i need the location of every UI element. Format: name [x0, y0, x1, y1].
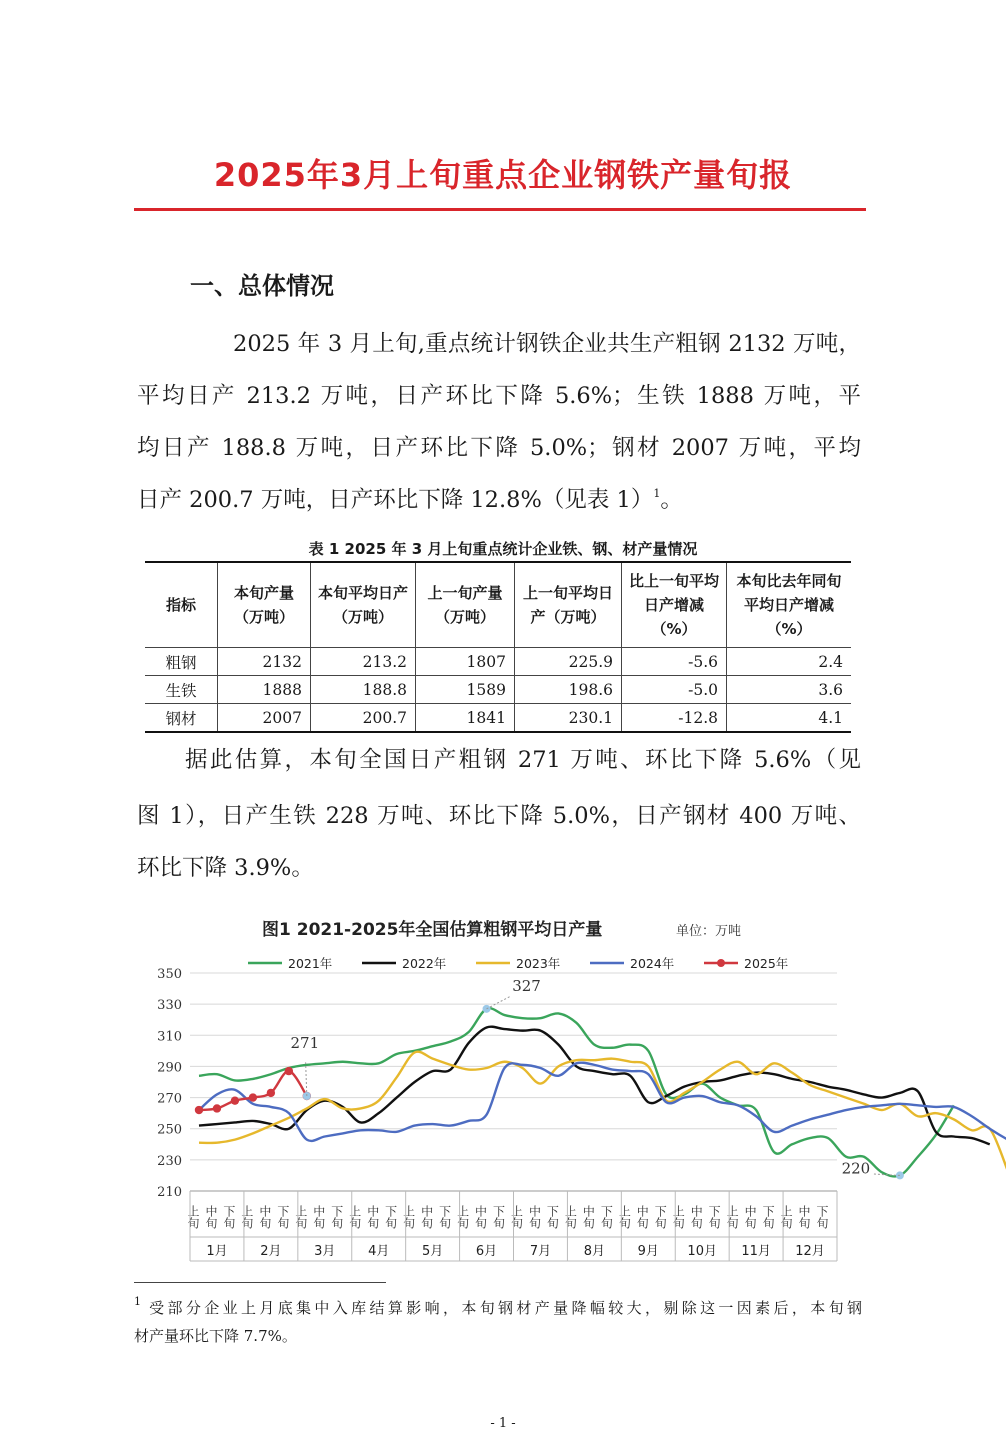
series-point: [267, 1089, 275, 1097]
table-cell: 生铁: [145, 676, 218, 704]
month-label: 7月: [529, 1244, 552, 1259]
x-tick-label: 中旬: [689, 1205, 704, 1229]
month-label: 6月: [475, 1244, 498, 1259]
table-cell: 钢材: [145, 704, 218, 733]
table-header: 本旬产量（万吨）: [218, 562, 311, 648]
paragraph-2-line: 环比下降 3.9%。: [137, 855, 314, 881]
y-tick-label: 210: [157, 1185, 182, 1200]
x-tick-label: 中旬: [473, 1205, 488, 1229]
paragraph-2-line: 图 1），日产生铁 228 万吨、环比下降 5.0%，日产钢材 400 万吨、: [137, 803, 861, 829]
x-tick-label: 中旬: [203, 1205, 218, 1229]
legend-label: 2024年: [630, 956, 675, 971]
paragraph-1-line-last: [137, 474, 861, 526]
table-cell: 188.8: [311, 676, 416, 704]
month-label: 4月: [368, 1244, 390, 1259]
x-tick-label: 上旬: [671, 1205, 686, 1229]
series-point: [213, 1104, 221, 1112]
x-tick-label: 中旬: [635, 1205, 650, 1229]
table-header: 指标: [145, 562, 218, 648]
series-point: [249, 1093, 257, 1101]
table-cell: 1807: [416, 648, 515, 676]
table-row: [145, 704, 851, 733]
series-line: [199, 1063, 1006, 1149]
table-cell: 粗钢: [145, 648, 218, 676]
x-tick-label: 上旬: [509, 1205, 524, 1229]
table-cell: 200.7: [311, 704, 416, 733]
month-label: 3月: [314, 1244, 336, 1259]
table-cell: -5.0: [622, 676, 727, 704]
x-tick-label: 下旬: [491, 1205, 506, 1229]
x-tick-label: 下旬: [275, 1205, 290, 1229]
y-tick-label: 330: [157, 998, 182, 1014]
footnote: [134, 1294, 862, 1350]
footnote-line: [134, 1294, 862, 1322]
series-point: [231, 1096, 239, 1104]
y-tick-label: 310: [157, 1029, 182, 1045]
y-tick-label: 250: [157, 1122, 182, 1138]
footnote-rule: [134, 1282, 386, 1283]
page-number: - 1 -: [490, 1416, 516, 1431]
y-tick-label: 290: [157, 1060, 182, 1076]
paragraph-1-end: 。: [660, 487, 683, 513]
x-tick-label: 中旬: [311, 1205, 326, 1229]
table-cell: 3.6: [727, 676, 852, 704]
x-tick-label: 上旬: [563, 1205, 578, 1229]
x-tick-label: 上旬: [617, 1205, 632, 1229]
x-tick-label: 下旬: [653, 1205, 668, 1229]
table-header: 本旬平均日产（万吨）: [311, 562, 416, 648]
x-tick-label: 中旬: [527, 1205, 542, 1229]
legend-label: 2023年: [516, 956, 561, 971]
x-tick-label: 上旬: [401, 1205, 416, 1229]
x-tick-label: 中旬: [257, 1205, 272, 1229]
series-point: [195, 1106, 203, 1114]
month-label: 9月: [637, 1244, 659, 1259]
month-label: 2月: [260, 1244, 282, 1259]
table-cell: 213.2: [311, 648, 416, 676]
series-point: [285, 1067, 293, 1075]
legend-label: 2025年: [744, 956, 789, 971]
x-tick-label: 中旬: [365, 1205, 380, 1229]
paragraph-1-line: 2025 年 3 月上旬,重点统计钢铁企业共生产粗钢 2132 万吨，: [233, 331, 861, 357]
x-tick-label: 下旬: [707, 1205, 722, 1229]
table-cell: -12.8: [622, 704, 727, 733]
x-tick-label: 中旬: [743, 1205, 758, 1229]
month-label: 8月: [583, 1244, 606, 1259]
table-cell: 2.4: [727, 648, 852, 676]
x-tick-label: 上旬: [293, 1205, 308, 1229]
table-row: [145, 648, 851, 676]
paragraph-1-text: 日产 200.7 万吨，日产环比下降 12.8%（见表 1）: [137, 487, 654, 513]
table-header: 上一旬产量（万吨）: [416, 562, 515, 648]
legend-marker: [717, 959, 725, 967]
footnote-marker: 1: [134, 1295, 141, 1308]
table-cell: 2007: [218, 704, 311, 733]
x-tick-label: 上旬: [779, 1205, 794, 1229]
month-label: 12月: [795, 1244, 825, 1259]
x-tick-label: 中旬: [797, 1205, 812, 1229]
x-tick-label: 下旬: [545, 1205, 560, 1229]
x-tick-label: 中旬: [581, 1205, 596, 1229]
x-tick-label: 下旬: [815, 1205, 830, 1229]
x-tick-label: 下旬: [437, 1205, 452, 1229]
table-header: 上一旬平均日产（万吨）: [515, 562, 622, 648]
title-rule: [134, 208, 866, 211]
annotation-marker: [896, 1171, 904, 1179]
x-tick-label: 中旬: [419, 1205, 434, 1229]
annotation-label: 271: [290, 1034, 320, 1053]
page-title: 2025年3月上旬重点企业钢铁产量旬报: [213, 156, 793, 194]
section-heading: 一、总体情况: [190, 272, 334, 300]
x-tick-label: 上旬: [239, 1205, 254, 1229]
table-cell: 225.9: [515, 648, 622, 676]
chart-unit: 单位：万吨: [676, 924, 742, 939]
annotation-leader: [306, 1062, 307, 1096]
month-label: 11月: [741, 1244, 771, 1259]
paragraph-1-line: 均日产 188.8 万吨，日产环比下降 5.0%；钢材 2007 万吨，平均: [137, 435, 861, 461]
series-line: [199, 1052, 1006, 1171]
table-cell: 1841: [416, 704, 515, 733]
steel-output-chart: [140, 905, 871, 1275]
table-cell: 1589: [416, 676, 515, 704]
table-cell: 1888: [218, 676, 311, 704]
table-cell: 4.1: [727, 704, 852, 733]
y-tick-label: 350: [157, 967, 182, 982]
table-caption: 表 1 2025 年 3 月上旬重点统计企业铁、钢、材产量情况: [308, 540, 698, 558]
x-tick-label: 上旬: [347, 1205, 362, 1229]
month-label: 5月: [421, 1244, 444, 1259]
annotation-marker: [303, 1092, 311, 1100]
x-tick-label: 上旬: [455, 1205, 470, 1229]
legend-label: 2021年: [288, 956, 333, 971]
x-tick-label: 上旬: [725, 1205, 740, 1229]
annotation-label: 327: [512, 976, 541, 995]
footnote-ref[interactable]: 1: [653, 487, 661, 500]
chart-title: 图1 2021-2025年全国估算粗钢平均日产量: [262, 920, 603, 940]
table-cell: 198.6: [515, 676, 622, 704]
y-tick-label: 270: [157, 1091, 182, 1107]
x-tick-label: 上旬: [185, 1205, 200, 1229]
annotation-label: 220: [841, 1159, 871, 1178]
x-tick-label: 下旬: [599, 1205, 614, 1229]
annotation-leader: [487, 996, 511, 1009]
table-cell: 230.1: [515, 704, 622, 733]
month-label: 1月: [206, 1244, 228, 1259]
table-header: 本旬比去年同旬平均日产增减（%）: [727, 562, 852, 648]
table-cell: 2132: [218, 648, 311, 676]
footnote-line: 材产量环比下降 7.7%。: [134, 1327, 297, 1345]
legend-label: 2022年: [402, 956, 447, 971]
x-tick-label: 下旬: [383, 1205, 398, 1229]
paragraph-2-line: 据此估算，本旬全国日产粗钢 271 万吨、环比下降 5.6%（见: [185, 747, 861, 773]
x-tick-label: 下旬: [329, 1205, 344, 1229]
table-header: 比上一旬平均日产增减（%）: [622, 562, 727, 648]
table-header-row: [145, 562, 851, 648]
footnote-text: 受部分企业上月底集中入库结算影响，本旬钢材产量降幅较大，剔除这一因素后，本旬钢: [149, 1299, 862, 1317]
paragraph-1-line: 平均日产 213.2 万吨，日产环比下降 5.6%；生铁 1888 万吨，平: [137, 383, 861, 409]
table-row: [145, 676, 851, 704]
y-tick-label: 230: [157, 1153, 182, 1169]
table-cell: -5.6: [622, 648, 727, 676]
month-label: 10月: [687, 1244, 717, 1259]
x-tick-label: 下旬: [761, 1205, 776, 1229]
x-tick-label: 下旬: [221, 1205, 236, 1229]
production-table: [145, 561, 851, 733]
